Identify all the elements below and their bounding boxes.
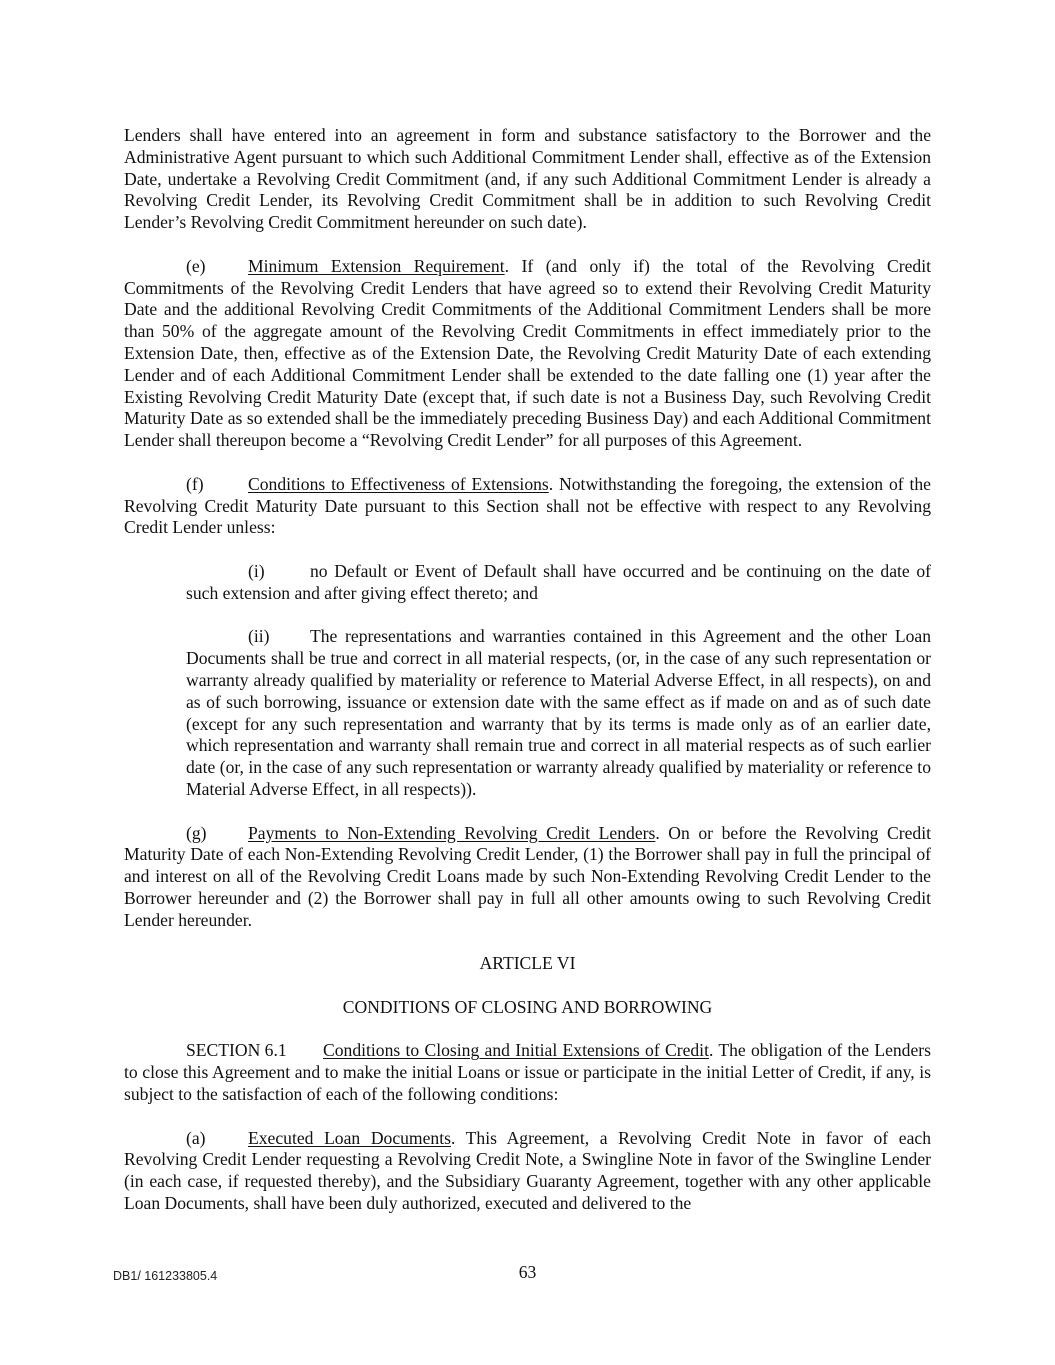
- section-6-1-heading: Conditions to Closing and Initial Extensions of Credit: [323, 1040, 709, 1061]
- paragraph-g-heading: Payments to Non-Extending Revolving Credit Lenders: [248, 822, 656, 843]
- paragraph-f-ii-marker: (ii): [248, 626, 270, 647]
- paragraph-a: [124, 1128, 931, 1215]
- paragraph-g: [124, 823, 931, 932]
- paragraph-g-marker: (g): [186, 822, 207, 843]
- paragraph-a-text: . This Agreement, a Revolving Credit Note in favor of each Revolving Credit Lender requesting a Revolving Credit Note, a Swingline Note in favor of the Swingline Lender (in each case, if requested thereby), and the Subsidiary Guaranty Agreement, together with any other applicable Loan Documents, shall have been duly authorized, executed and delivered to the: [124, 1127, 931, 1214]
- paragraph-f-heading: Conditions to Effectiveness of Extensions: [248, 473, 549, 494]
- article-number: ARTICLE VI: [479, 953, 576, 974]
- paragraph-e-heading: Minimum Extension Requirement: [248, 255, 505, 276]
- footer-document-id: DB1/ 161233805.4: [113, 1269, 218, 1283]
- section-6-1-text: . The obligation of the Lenders to close this Agreement and to make the initial Loans or issue or participate in the initial Letter of Credit, if any, is subject to the satisfaction of each of the following conditions:: [124, 1040, 931, 1105]
- paragraph-f-i-marker: (i): [248, 560, 265, 581]
- paragraph-f-ii: [186, 626, 931, 800]
- paragraph-f-i-text: no Default or Event of Default shall have occurred and be continuing on the date of such extension and after giving effect thereto; and: [186, 560, 931, 603]
- paragraph-f-ii-text: The representations and warranties contained in this Agreement and the other Loan Documents shall be true and correct in all material respects, (or, in the case of any such representation or warranty already qualified by materiality or reference to Material Adverse Effect, in all respects), on and as of such borrowing, issuance or extension date with the same effect as if made on and as of such date (except for any such representation and warranty that by its terms is made only as of an earlier date, which representation and warranty shall remain true and correct in all material respects as of such earlier date (or, in the case of any such representation or warranty already qualified by materiality or reference to Material Adverse Effect, in all respects)).: [186, 626, 931, 799]
- paragraph-e-text: . If (and only if) the total of the Revolving Credit Commitments of the Revolving Credit Lenders that have agreed so to extend their Revolving Credit Maturity Date and the additional Revolving Credit Commitments of the Additional Commitment Lenders shall be more than 50% of the aggregate amount of the Revolving Credit Commitments in effect immediately prior to the Extension Date, then, effective as of the Extension Date, the Revolving Credit Maturity Date of each extending Lender and of each Additional Commitment Lender shall be extended to the date falling one (1) year after the Existing Revolving Credit Maturity Date (except that, if such date is not a Business Day, such Revolving Credit Maturity Date as so extended shall be the immediately preceding Business Day) and each Additional Commitment Lender shall thereupon become a “Revolving Credit Lender” for all purposes of this Agreement.: [124, 255, 931, 451]
- paragraph-f-marker: (f): [186, 473, 204, 494]
- paragraph-f: [124, 474, 931, 539]
- paragraph-e-marker: (e): [186, 255, 206, 276]
- section-6-1-marker: SECTION 6.1: [186, 1040, 287, 1061]
- document-body: [124, 125, 931, 1237]
- paragraph-a-heading: Executed Loan Documents: [248, 1127, 451, 1148]
- paragraph-g-text: . On or before the Revolving Credit Maturity Date of each Non-Extending Revolving Credit Lender, (1) the Borrower shall pay in full the principal of and interest on all of the Revolving Credit Loans made by such Non-Extending Revolving Credit Lender to the Borrower hereunder and (2) the Borrower shall pay in full all other amounts owing to such Revolving Credit Lender hereunder.: [124, 822, 931, 930]
- section-6-1: [124, 1040, 931, 1105]
- article-title: CONDITIONS OF CLOSING AND BORROWING: [342, 996, 713, 1017]
- paragraph-f-i: [186, 561, 931, 605]
- paragraph-f-text: . Notwithstanding the foregoing, the extension of the Revolving Credit Maturity Date pursuant to this Section shall not be effective with respect to any Revolving Credit Lender unless:: [124, 473, 931, 538]
- continuation-paragraph: Lenders shall have entered into an agreement in form and substance satisfactory to the Borrower and the Administrative Agent pursuant to which such Additional Commitment Lender shall, effective as of the Extension Date, undertake a Revolving Credit Commitment (and, if any such Additional Commitment Lender is already a Revolving Credit Lender, its Revolving Credit Commitment shall be in addition to such Revolving Credit Lender’s Revolving Credit Commitment hereunder on such date).: [124, 125, 931, 233]
- paragraph-a-marker: (a): [186, 1127, 206, 1148]
- paragraph-e: [124, 256, 931, 452]
- page-number: 63: [518, 1262, 537, 1282]
